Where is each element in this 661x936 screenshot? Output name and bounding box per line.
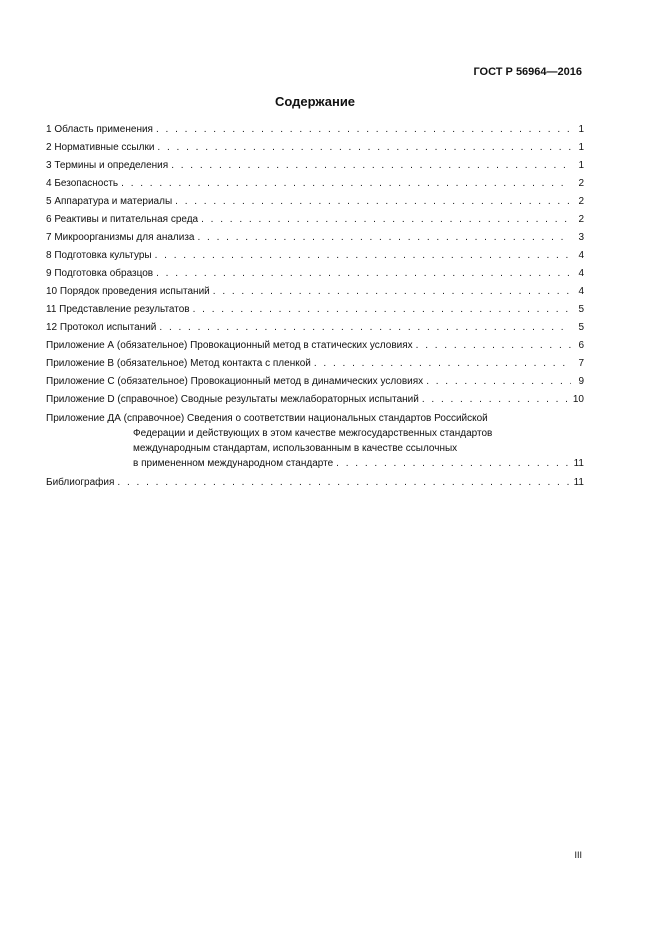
toc-entry-label: Приложение D (справочное) Сводные результаты межлабораторных испытаний [46, 394, 419, 405]
toc-entry-label: Приложение С (обязательное) Провокационный метод в динамических условиях [46, 376, 424, 387]
toc-entry-label: Приложение А (обязательное) Провокационный метод в статических условиях [46, 340, 413, 351]
toc-entry-page: 1 [578, 160, 584, 171]
page-number: III [574, 850, 582, 860]
toc-entry-label: 1 Область применения [46, 124, 153, 135]
toc-entry[interactable] [46, 211, 584, 229]
toc-entry-label: 10 Порядок проведения испытаний [46, 286, 210, 297]
toc-entry-annex-d[interactable] [46, 391, 584, 409]
dot-leader [171, 157, 571, 175]
toc-entry-label: 12 Протокол испытаний [46, 322, 157, 333]
toc-entry-page: 11 [573, 458, 584, 469]
annex-da-line: Федерации и действующих в этом качестве межгосударственных стандартов [133, 428, 493, 439]
toc-entry[interactable] [46, 283, 584, 301]
dot-leader [156, 121, 571, 139]
document-code: ГОСТ Р 56964—2016 [473, 66, 582, 78]
dot-leader [422, 391, 570, 409]
toc-entry-page: 2 [578, 178, 584, 189]
toc-entry[interactable] [46, 193, 584, 211]
toc-entry-label: 7 Микроорганизмы для анализа [46, 232, 195, 243]
toc-entry-annex-b[interactable] [46, 355, 584, 373]
toc-entry-annex-da[interactable] [46, 411, 584, 471]
toc-entry-label: 6 Реактивы и питательная среда [46, 214, 199, 225]
toc-entry[interactable] [46, 319, 584, 337]
toc-entry-page: 6 [578, 340, 584, 351]
dot-leader [197, 229, 571, 247]
dot-leader [155, 247, 571, 265]
dot-leader [426, 373, 571, 391]
annex-da-line: международным стандартам, использованным в качестве ссылочных [133, 443, 458, 454]
toc-entry-page: 3 [578, 232, 584, 243]
dot-leader [159, 319, 571, 337]
toc-entry-bibliography[interactable] [46, 474, 584, 492]
toc-entry-label: 3 Термины и определения [46, 160, 169, 171]
toc-entry-annex-a[interactable] [46, 337, 584, 355]
toc-entry-label: Приложение В (обязательное) Метод контакта с пленкой [46, 358, 311, 369]
dot-leader [157, 139, 571, 157]
toc-entry-label: 5 Аппаратура и материалы [46, 196, 173, 207]
toc-entry-page: 4 [578, 268, 584, 279]
toc-title: Содержание [274, 94, 356, 109]
toc-entry-page: 4 [578, 250, 584, 261]
dot-leader [336, 456, 570, 471]
toc-entry-label: 8 Подготовка культуры [46, 250, 152, 261]
toc-entry-page: 7 [578, 358, 584, 369]
toc-entry-page: 5 [578, 322, 584, 333]
table-of-contents [46, 121, 584, 492]
dot-leader [175, 193, 571, 211]
toc-entry[interactable] [46, 301, 584, 319]
dot-leader [416, 337, 571, 355]
toc-entry-label: 9 Подготовка образцов [46, 268, 154, 279]
toc-entry-page: 2 [578, 196, 584, 207]
toc-entry-label: 11 Представление результатов [46, 304, 190, 315]
toc-entry[interactable] [46, 157, 584, 175]
dot-leader [193, 301, 571, 319]
annex-da-line: в примененном международном стандарте [133, 458, 334, 469]
dot-leader [314, 355, 571, 373]
toc-entry[interactable] [46, 247, 584, 265]
toc-entry-page: 5 [578, 304, 584, 315]
dot-leader [117, 474, 570, 492]
toc-entry-annex-c[interactable] [46, 373, 584, 391]
toc-entry-page: 2 [578, 214, 584, 225]
toc-entry-page: 4 [578, 286, 584, 297]
toc-entry[interactable] [46, 265, 584, 283]
toc-entry-label: 4 Безопасность [46, 178, 119, 189]
toc-entry-page: 1 [578, 124, 584, 135]
toc-entry-page: 1 [578, 142, 584, 153]
toc-entry-page: 10 [572, 394, 584, 405]
toc-entry[interactable] [46, 121, 584, 139]
toc-entry-label: 2 Нормативные ссылки [46, 142, 155, 153]
annex-da-line: Приложение ДА (справочное) Сведения о соответствии национальных стандартов Российской [46, 413, 488, 424]
dot-leader [213, 283, 571, 301]
toc-entry[interactable] [46, 175, 584, 193]
toc-entry-page: 9 [578, 376, 584, 387]
toc-entry-label: Библиография [46, 477, 115, 488]
toc-entry[interactable] [46, 229, 584, 247]
toc-entry[interactable] [46, 139, 584, 157]
toc-entry-page: 11 [573, 477, 584, 488]
dot-leader [201, 211, 571, 229]
dot-leader [121, 175, 571, 193]
dot-leader [156, 265, 571, 283]
